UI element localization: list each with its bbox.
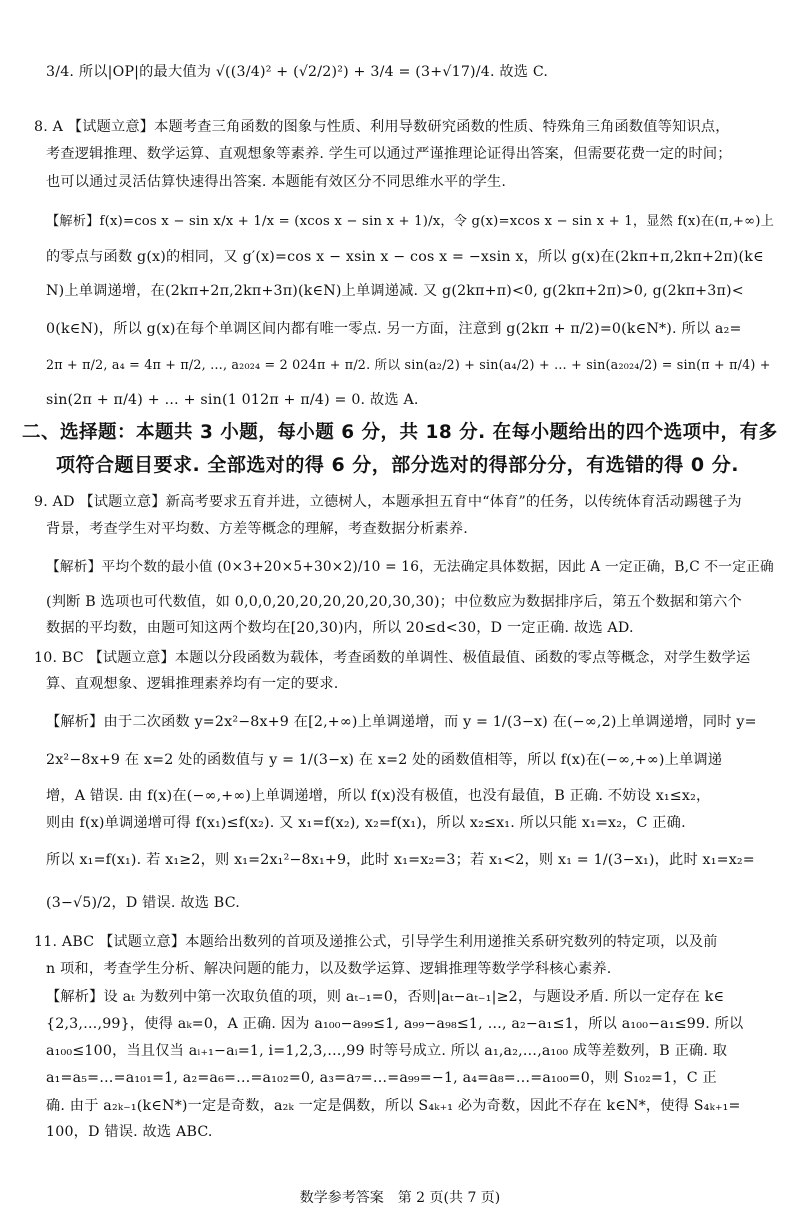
section-title-line-1: 二、选择题：本题共 3 小题，每小题 6 分，共 18 分. 在每小题给出的四个选项中，有多 (22, 422, 778, 443)
q11-solution-line-1: 【解析】设 aₜ 为数列中第一次取负值的项，则 aₜ₋₁=0，否则|aₜ−aₜ₋₁|≥2，与题设矛盾. 所以一定存在 k∈ (46, 989, 725, 1005)
q9-intent-line-2: 背景，考查学生对平均数、方差等概念的理解，考查数据分析素养. (46, 521, 468, 537)
q10-solution-line-3: 增，A 错误. 由 f(x)在(−∞,+∞)上单调递增，所以 f(x)没有极值，也没有最值，B 正确. 不妨设 x₁≤x₂， (46, 788, 711, 804)
q11-solution-line-3: a₁₀₀≤100，当且仅当 aᵢ₊₁−aᵢ=1, i=1,2,3,…,99 时等号成立. 所以 a₁,a₂,…,a₁₀₀ 成等差数列，B 正确. 取 (46, 1043, 728, 1059)
q9-solution-line-1: 【解析】平均个数的最小值 (0×3+20×5+30×2)/10 = 16，无法确定具体数据，因此 A 一定正确，B,C 不一定正确 (46, 559, 774, 575)
q11-solution-line-4: a₁=a₅=…=a₁₀₁=1, a₂=a₆=…=a₁₀₂=0, a₃=a₇=…=a₉₉=−1, a₄=a₈=…=a₁₀₀=0，则 S₁₀₂=1，C 正 (46, 1070, 717, 1086)
q10-solution-line-2: 2x²−8x+9 在 x=2 处的函数值与 y = 1/(3−x) 在 x=2 处的函数值相等，所以 f(x)在(−∞,+∞)上单调递 (46, 752, 723, 768)
q8-solution-line-5: 2π + π/2, a₄ = 4π + π/2, …, a₂₀₂₄ = 2 024π + π/2. 所以 sin(a₂/2) + sin(a₄/2) + … + sin(a₂₀₂₄/2) = sin(π + π/4) + (46, 357, 771, 372)
q10-intent-line-2: 算、直观想象、逻辑推理素养均有一定的要求. (46, 676, 339, 692)
q9-solution-line-2: (判断 B 选项也可代数值，如 0,0,0,20,20,20,20,20,30,30)；中位数应为数据排序后，第五个数据和第六个 (46, 594, 742, 610)
q8-solution-line-3: N)上单调递增，在(2kπ+2π,2kπ+3π)(k∈N)上单调递减. 又 g(2kπ+π)<0, g(2kπ+2π)>0, g(2kπ+3π)< (46, 283, 744, 299)
q10-solution-line-4: 则由 f(x)单调递增可得 f(x₁)≤f(x₂). 又 x₁=f(x₂), x₂=f(x₁)，所以 x₂≤x₁. 所以只能 x₁=x₂，C 正确. (46, 815, 686, 831)
q8-solution-line-6: sin(2π + π/4) + … + sin(1 012π + π/4) = 0. 故选 A. (46, 392, 419, 408)
q8-solution-line-1: 【解析】f(x)=cos x − sin x/x + 1/x = (xcos x − sin x + 1)/x，令 g(x)=xcos x − sin x + 1，显然 f(x)在(π,+∞)上 (46, 214, 775, 229)
section-title-line-2: 项符合题目要求. 全部选对的得 6 分，部分选对的得部分分，有选错的得 0 分. (56, 454, 739, 476)
q9-intent-line-1: 9. AD 【试题立意】新高考要求五育并进，立德树人，本题承担五育中“体育”的任务，以传统体育活动踢毽子为 (34, 494, 742, 510)
q11-solution-line-6: 100，D 错误. 故选 ABC. (46, 1124, 213, 1140)
q8-intent-line-1: 8. A 【试题立意】本题考查三角函数的图象与性质、利用导数研究函数的性质、特殊角三角函数值等知识点， (34, 119, 730, 135)
q11-intent-line-1: 11. ABC 【试题立意】本题给出数列的首项及递推公式，引导学生利用递推关系研究数列的特定项，以及前 (34, 934, 718, 950)
q10-intent-line-1: 10. BC 【试题立意】本题以分段函数为载体，考查函数的单调性、极值最值、函数的零点等概念，对学生数学运 (34, 650, 751, 666)
q10-solution-line-6: (3−√5)/2，D 错误. 故选 BC. (46, 895, 240, 911)
q9-solution-line-3: 数据的平均数，由题可知这两个数均在[20,30)内，所以 20≤d<30，D 一定正确. 故选 AD. (46, 620, 634, 636)
q11-solution-line-5: 确. 由于 a₂ₖ₋₁(k∈N*)一定是奇数，a₂ₖ 一定是偶数，所以 S₄ₖ₊₁ 必为奇数，因此不存在 k∈N*，使得 S₄ₖ₊₁= (46, 1098, 741, 1114)
page-footer: 数学参考答案 第 2 页(共 7 页) (299, 1190, 501, 1206)
q8-intent-line-3: 也可以通过灵活估算快速得出答案. 本题能有效区分不同思维水平的学生. (46, 174, 507, 190)
q8-solution-line-2: 的零点与函数 g(x)的相同，又 g′(x)=cos x − xsin x − cos x = −xsin x，所以 g(x)在(2kπ+π,2kπ+2π)(k∈ (46, 249, 764, 265)
q8-intent-line-2: 考查逻辑推理、数学运算、直观想象等素养. 学生可以通过严谨推理论证得出答案，但需要花费一定的时间； (46, 146, 732, 162)
q11-intent-line-2: n 项和，考查学生分析、解决问题的能力，以及数学运算、逻辑推理等数学学科核心素养. (46, 961, 612, 977)
q8-solution-line-4: 0(k∈N)，所以 g(x)在每个单调区间内都有唯一零点. 另一方面，注意到 g(2kπ + π/2)=0(k∈N*). 所以 a₂= (46, 321, 742, 337)
q7-conclusion: 3/4. 所以|OP|的最大值为 √((3/4)² + (√2/2)²) + 3/4 = (3+√17)/4. 故选 C. (46, 64, 549, 80)
q10-solution-line-1: 【解析】由于二次函数 y=2x²−8x+9 在[2,+∞)上单调递增，而 y = 1/(3−x) 在(−∞,2)上单调递增，同时 y= (46, 714, 757, 730)
q11-solution-line-2: {2,3,…,99}，使得 aₖ=0，A 正确. 因为 a₁₀₀−a₉₉≤1, a₉₉−a₉₈≤1, …, a₂−a₁≤1，所以 a₁₀₀−a₁≤99. 所以 (46, 1016, 744, 1032)
q10-solution-line-5: 所以 x₁=f(x₁). 若 x₁≥2，则 x₁=2x₁²−8x₁+9，此时 x₁=x₂=3；若 x₁<2，则 x₁ = 1/(3−x₁)，此时 x₁=x₂= (46, 852, 755, 868)
